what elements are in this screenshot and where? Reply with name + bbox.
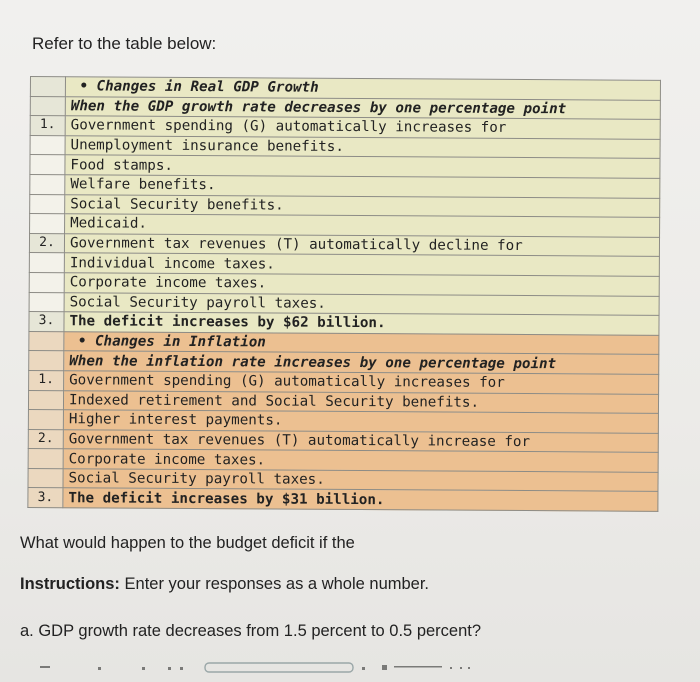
section-subheading-inflation: When the inflation rate increases by one percentage point bbox=[64, 351, 659, 374]
row-number: 3. bbox=[29, 312, 64, 332]
row-text: Government tax revenues (T) automatically decline for bbox=[64, 233, 659, 256]
row-text: Individual income taxes. bbox=[64, 253, 659, 276]
fiscal-table bbox=[27, 76, 661, 512]
row-text: Unemployment insurance benefits. bbox=[65, 135, 660, 158]
part-a-question: a. GDP growth rate decreases from 1.5 percent to 0.5 percent? bbox=[20, 622, 482, 640]
row-number bbox=[30, 174, 65, 194]
row-text: Social Security payroll taxes. bbox=[64, 292, 659, 315]
row-number: 1. bbox=[30, 116, 65, 136]
row-text: Medicaid. bbox=[65, 214, 660, 237]
row-text: Corporate income taxes. bbox=[64, 273, 659, 296]
row-number bbox=[29, 292, 64, 312]
instructions-label: Instructions: bbox=[20, 575, 120, 593]
row-number bbox=[30, 214, 65, 234]
row-number bbox=[28, 449, 63, 469]
row-number bbox=[29, 331, 64, 351]
row-text: Welfare benefits. bbox=[65, 175, 660, 198]
row-text: Indexed retirement and Social Security benefits. bbox=[63, 390, 658, 413]
row-text: Government spending (G) automatically increases for bbox=[64, 371, 659, 394]
row-text: The deficit increases by $62 billion. bbox=[64, 312, 659, 335]
row-text: Government tax revenues (T) automatically increase for bbox=[63, 429, 658, 452]
row-number bbox=[29, 272, 64, 292]
intro-text: Refer to the table below: bbox=[32, 34, 217, 53]
row-number bbox=[28, 468, 63, 488]
row-number: 2. bbox=[28, 429, 63, 449]
row-number: 1. bbox=[29, 370, 64, 390]
row-text: Corporate income taxes. bbox=[63, 449, 658, 472]
row-text: The deficit increases by $31 billion. bbox=[63, 488, 658, 511]
row-text: Social Security payroll taxes. bbox=[63, 469, 658, 492]
row-number bbox=[30, 135, 65, 155]
row-number bbox=[30, 194, 65, 214]
section-heading-inflation: • Changes in Inflation bbox=[64, 331, 659, 354]
row-text: Food stamps. bbox=[65, 155, 660, 178]
row-text: Government spending (G) automatically increases for bbox=[65, 116, 660, 139]
row-number: 3. bbox=[28, 488, 63, 508]
row-number bbox=[28, 390, 63, 410]
cropped-next-line bbox=[20, 660, 540, 674]
instructions-text: Enter your responses as a whole number. bbox=[119, 575, 430, 593]
row-number bbox=[28, 410, 63, 430]
row-text: Social Security benefits. bbox=[65, 194, 660, 217]
row-text: Higher interest payments. bbox=[63, 410, 658, 433]
section-subheading-gdp: When the GDP growth rate decreases by one percentage point bbox=[65, 96, 660, 119]
table-row bbox=[28, 488, 658, 511]
row-number bbox=[29, 351, 64, 371]
row-number bbox=[29, 253, 64, 273]
row-number: 2. bbox=[29, 233, 64, 253]
section-heading-gdp: • Changes in Real GDP Growth bbox=[65, 77, 660, 100]
instructions bbox=[20, 575, 429, 594]
row-number bbox=[30, 155, 65, 175]
question-text: What would happen to the budget deficit if the bbox=[20, 534, 355, 552]
row-number bbox=[30, 77, 65, 97]
row-number bbox=[30, 96, 65, 116]
